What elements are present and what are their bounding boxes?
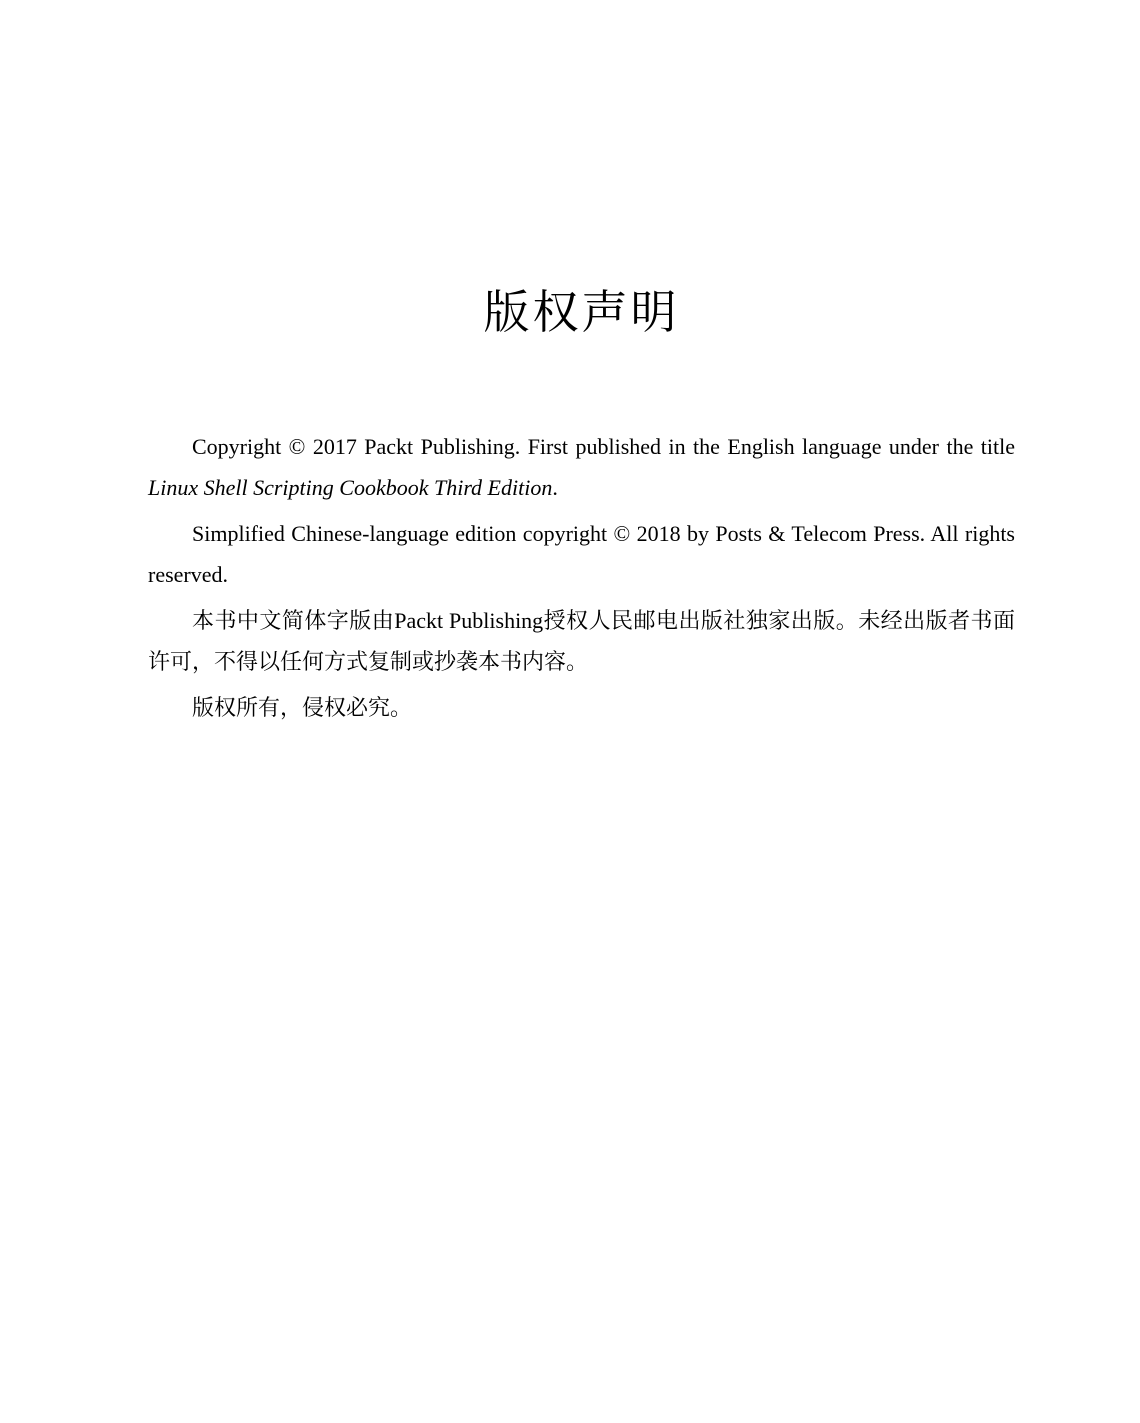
text-run: .: [552, 475, 558, 500]
paragraph-chinese-license-notice: 本书中文简体字版由Packt Publishing授权人民邮电出版社独家出版。未经出版者书面许可，不得以任何方式复制或抄袭本书内容。: [148, 608, 1015, 674]
body-text: [148, 426, 1015, 728]
page-title: 版权声明: [483, 285, 680, 339]
book-title-italic: Linux Shell Scripting Cookbook Third Edition: [148, 475, 553, 500]
paragraph-simplified-chinese-copyright: Simplified Chinese-language edition copyright © 2018 by Posts & Telecom Press. All rights reserved.: [148, 521, 1015, 587]
page-content: [148, 0, 1015, 733]
paragraph-rights-reserved: 版权所有，侵权必究。: [192, 695, 413, 720]
paragraph-english-copyright: [148, 426, 1015, 508]
text-run: Copyright © 2017 Packt Publishing. First published in the English language under the title: [192, 434, 1015, 459]
